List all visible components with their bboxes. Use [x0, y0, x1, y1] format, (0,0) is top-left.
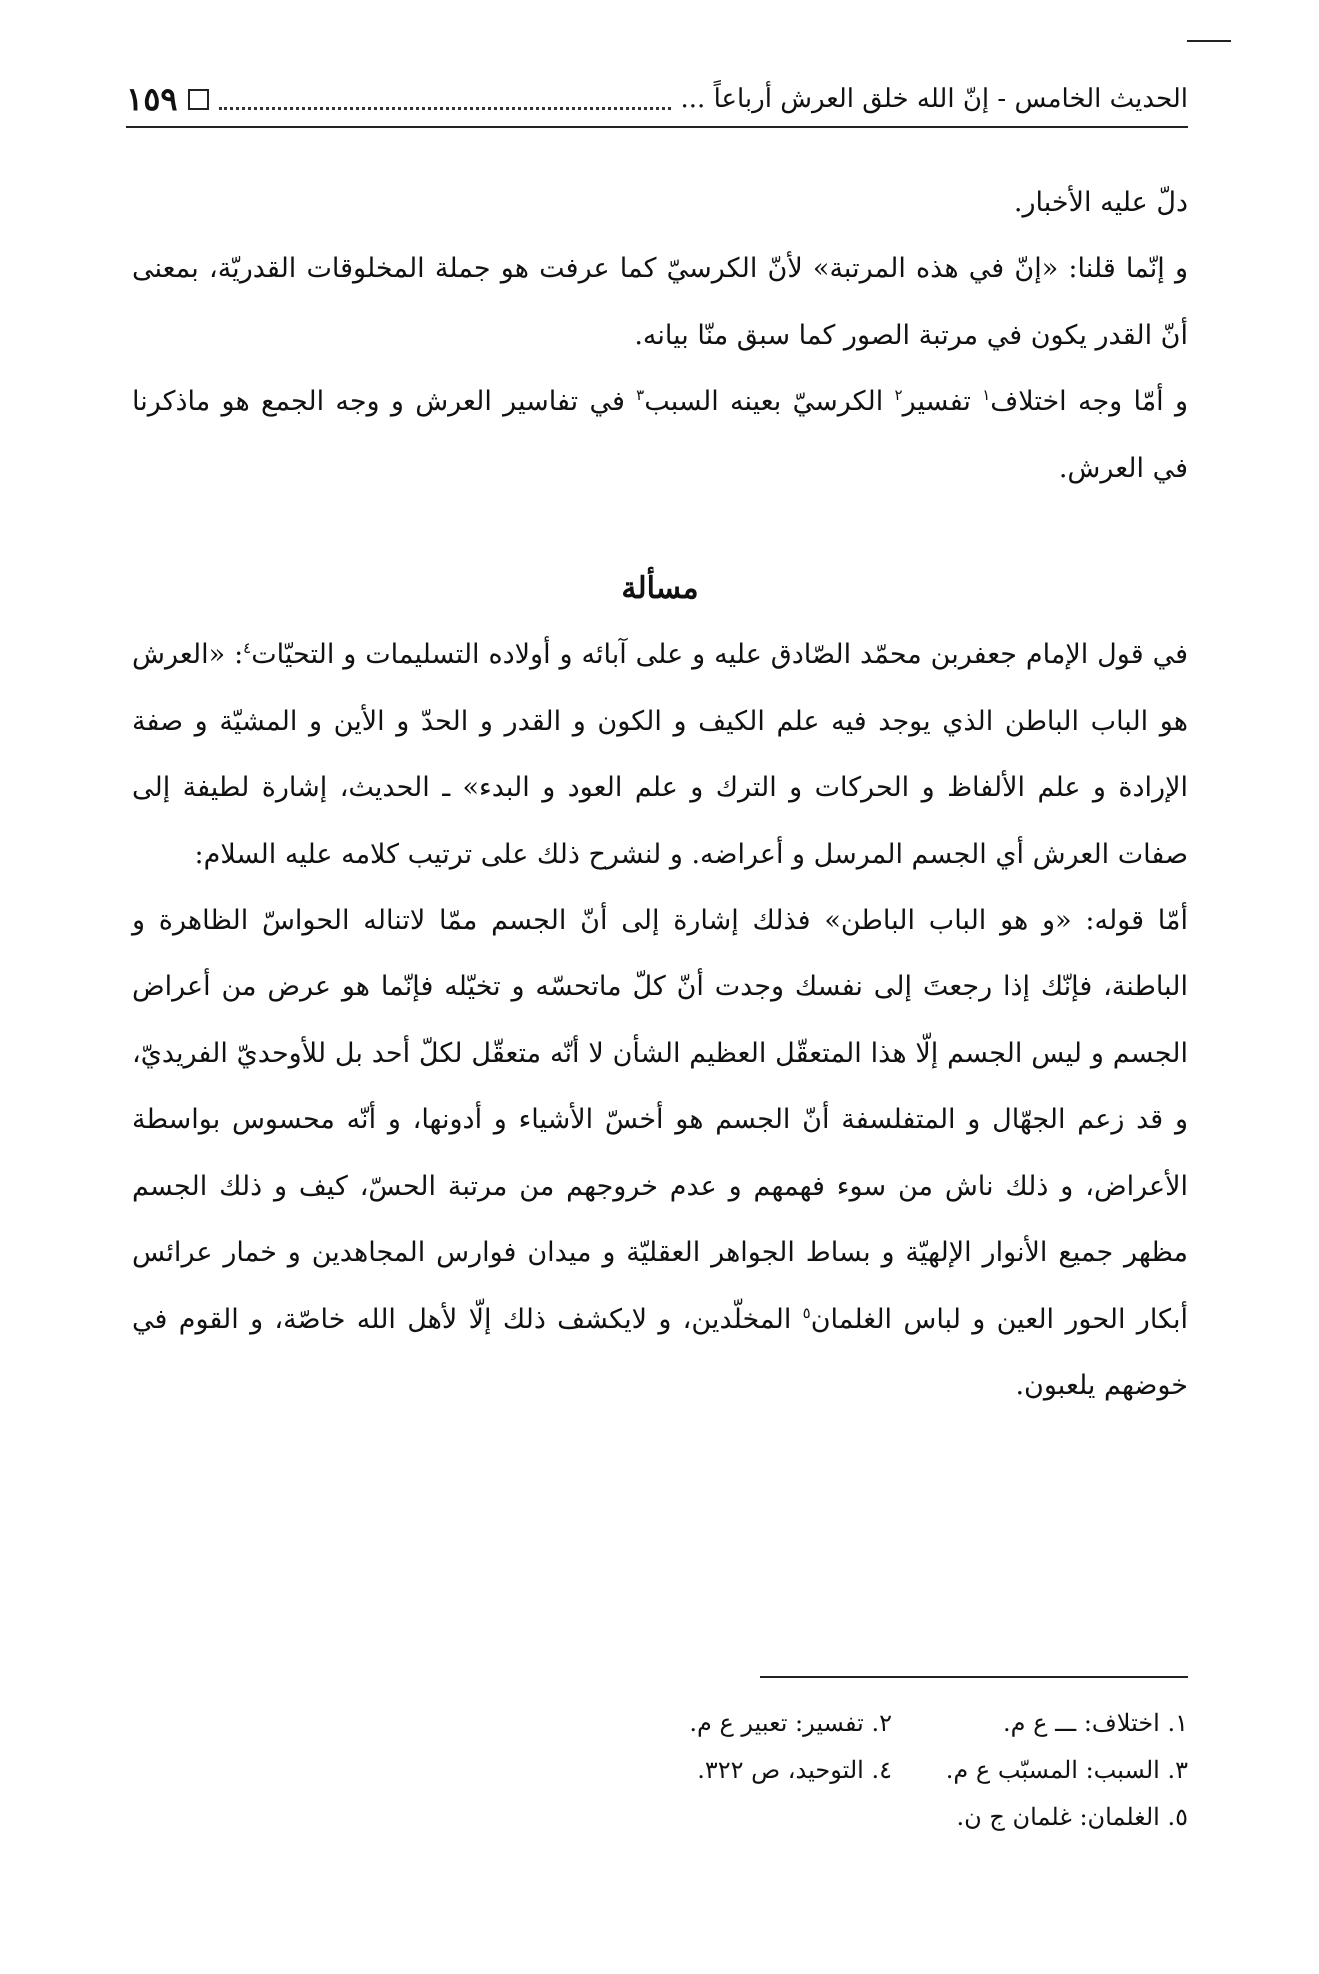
footnote-row	[420, 1700, 1188, 1747]
footnote-ref-5: ٥	[802, 1303, 811, 1322]
running-head-title: الحديث الخامس - إنّ الله خلق العرش أرباعاً ...	[680, 84, 1188, 114]
running-head	[126, 76, 1188, 122]
section-spacer	[132, 502, 1188, 556]
footnote-row	[420, 1747, 1188, 1794]
paragraph-3-text: الكرسيّ بعينه السبب	[644, 386, 895, 418]
corner-mark	[1187, 40, 1231, 42]
paragraph-3-text: و أمّا وجه اختلاف	[990, 386, 1188, 418]
paragraph-4-text: في قول الإمام جعفربن محمّد الصّادق عليه و على آبائه و أولاده التسليمات و التحيّات	[251, 639, 1188, 671]
footnote-ref-1: ١	[982, 386, 991, 405]
section-heading: مسألة	[621, 571, 699, 607]
footnote-1: ١. اختلاف: ـــ ع م.	[1003, 1709, 1188, 1737]
paragraph-3	[132, 369, 1188, 502]
footnote-ref-4: ٤	[243, 639, 252, 658]
footnote-2: ٢. تفسير: تعبير ع م.	[689, 1709, 892, 1737]
paragraph-3-text: في تفاسير العرش و وجه الجمع هو ماذكرنا في العرش.	[132, 386, 1188, 484]
paragraph-5-text: أمّا قوله: «و هو الباب الباطن» فذلك إشارة إلى أنّ الجسم ممّا لاتناله الحواسّ الظاهرة و الباطنة، فإنّك إذا رجعتَ إلى نفسك وجدت أنّ كلّ ماتحسّه و تخيّله فإنّما هو عرض من أعراض الجسم و ليس الجسم إلّا هذا المتعقّل العظيم الشأن لا أنّه متعقّل لكلّ أحد بل للأوحديّ الفريديّ، و قد زعم الجهّال و المتفلسفة أنّ الجسم هو أخسّ الأشياء و أدونها، و أنّه محسوس بواسطة الأعراض، و ذلك ناش من سوء فهمهم و عدم خروجهم من مرتبة الحسّ، كيف و ذلك الجسم مظهر جميع الأنوار الإلهيّة و بساط الجواهر العقليّة و ميدان فوارس المجاهدين و خمار عرائس أبكار الحور العين و لباس الغلمان	[132, 905, 1188, 1335]
square-ornament-icon	[188, 89, 209, 110]
footnote-5: ٥. الغلمان: غلمان ج ن.	[956, 1803, 1188, 1831]
leader-dots	[219, 93, 671, 110]
header-rule	[126, 126, 1188, 128]
paragraph-1: دلّ عليه الأخبار.	[1013, 187, 1188, 218]
paragraph-5-text: المخلّدين، و لايكشف ذلك إلّا لأهل الله خاصّة، و القوم في خوضهم يلعبون.	[132, 1303, 1188, 1401]
paragraph-4	[132, 622, 1188, 888]
paragraph-4-text: : «العرش هو الباب الباطن الذي يوجد فيه علم الكيف و الكون و القدر و الحدّ و الأين و المشيّة و صفة الإرادة و علم الألفاظ و الحركات و الترك و علم العود و البدء» ـ الحديث، إشارة لطيفة إلى صفات العرش أي الجسم المرسل و أعراضه. و لنشرح ذلك على ترتيب كلامه عليه السلام:	[132, 639, 1188, 870]
footnote-ref-2: ٢	[894, 386, 903, 405]
paragraph-3-text: تفسير	[902, 386, 983, 418]
footnote-3: ٣. السبب: المسبّب ع م.	[945, 1756, 1188, 1784]
paragraph-2: و إنّما قلنا: «إنّ في هذه المرتبة» لأنّ الكرسيّ كما عرفت هو جملة المخلوقات القدريّة، بمعنى أنّ القدر يكون في مرتبة الصور كما سبق منّا بيانه.	[132, 253, 1188, 351]
footnote-ref-3: ٣	[636, 386, 645, 405]
footnote-4: ٤. التوحيد، ص ٣٢٢.	[697, 1756, 892, 1784]
paragraph-5	[132, 888, 1188, 1419]
page-number: ١٥٩	[126, 80, 178, 118]
footnote-rule	[760, 1676, 1188, 1678]
footnote-row	[420, 1794, 1188, 1841]
footnotes	[420, 1700, 1188, 1841]
main-text	[132, 170, 1188, 1419]
